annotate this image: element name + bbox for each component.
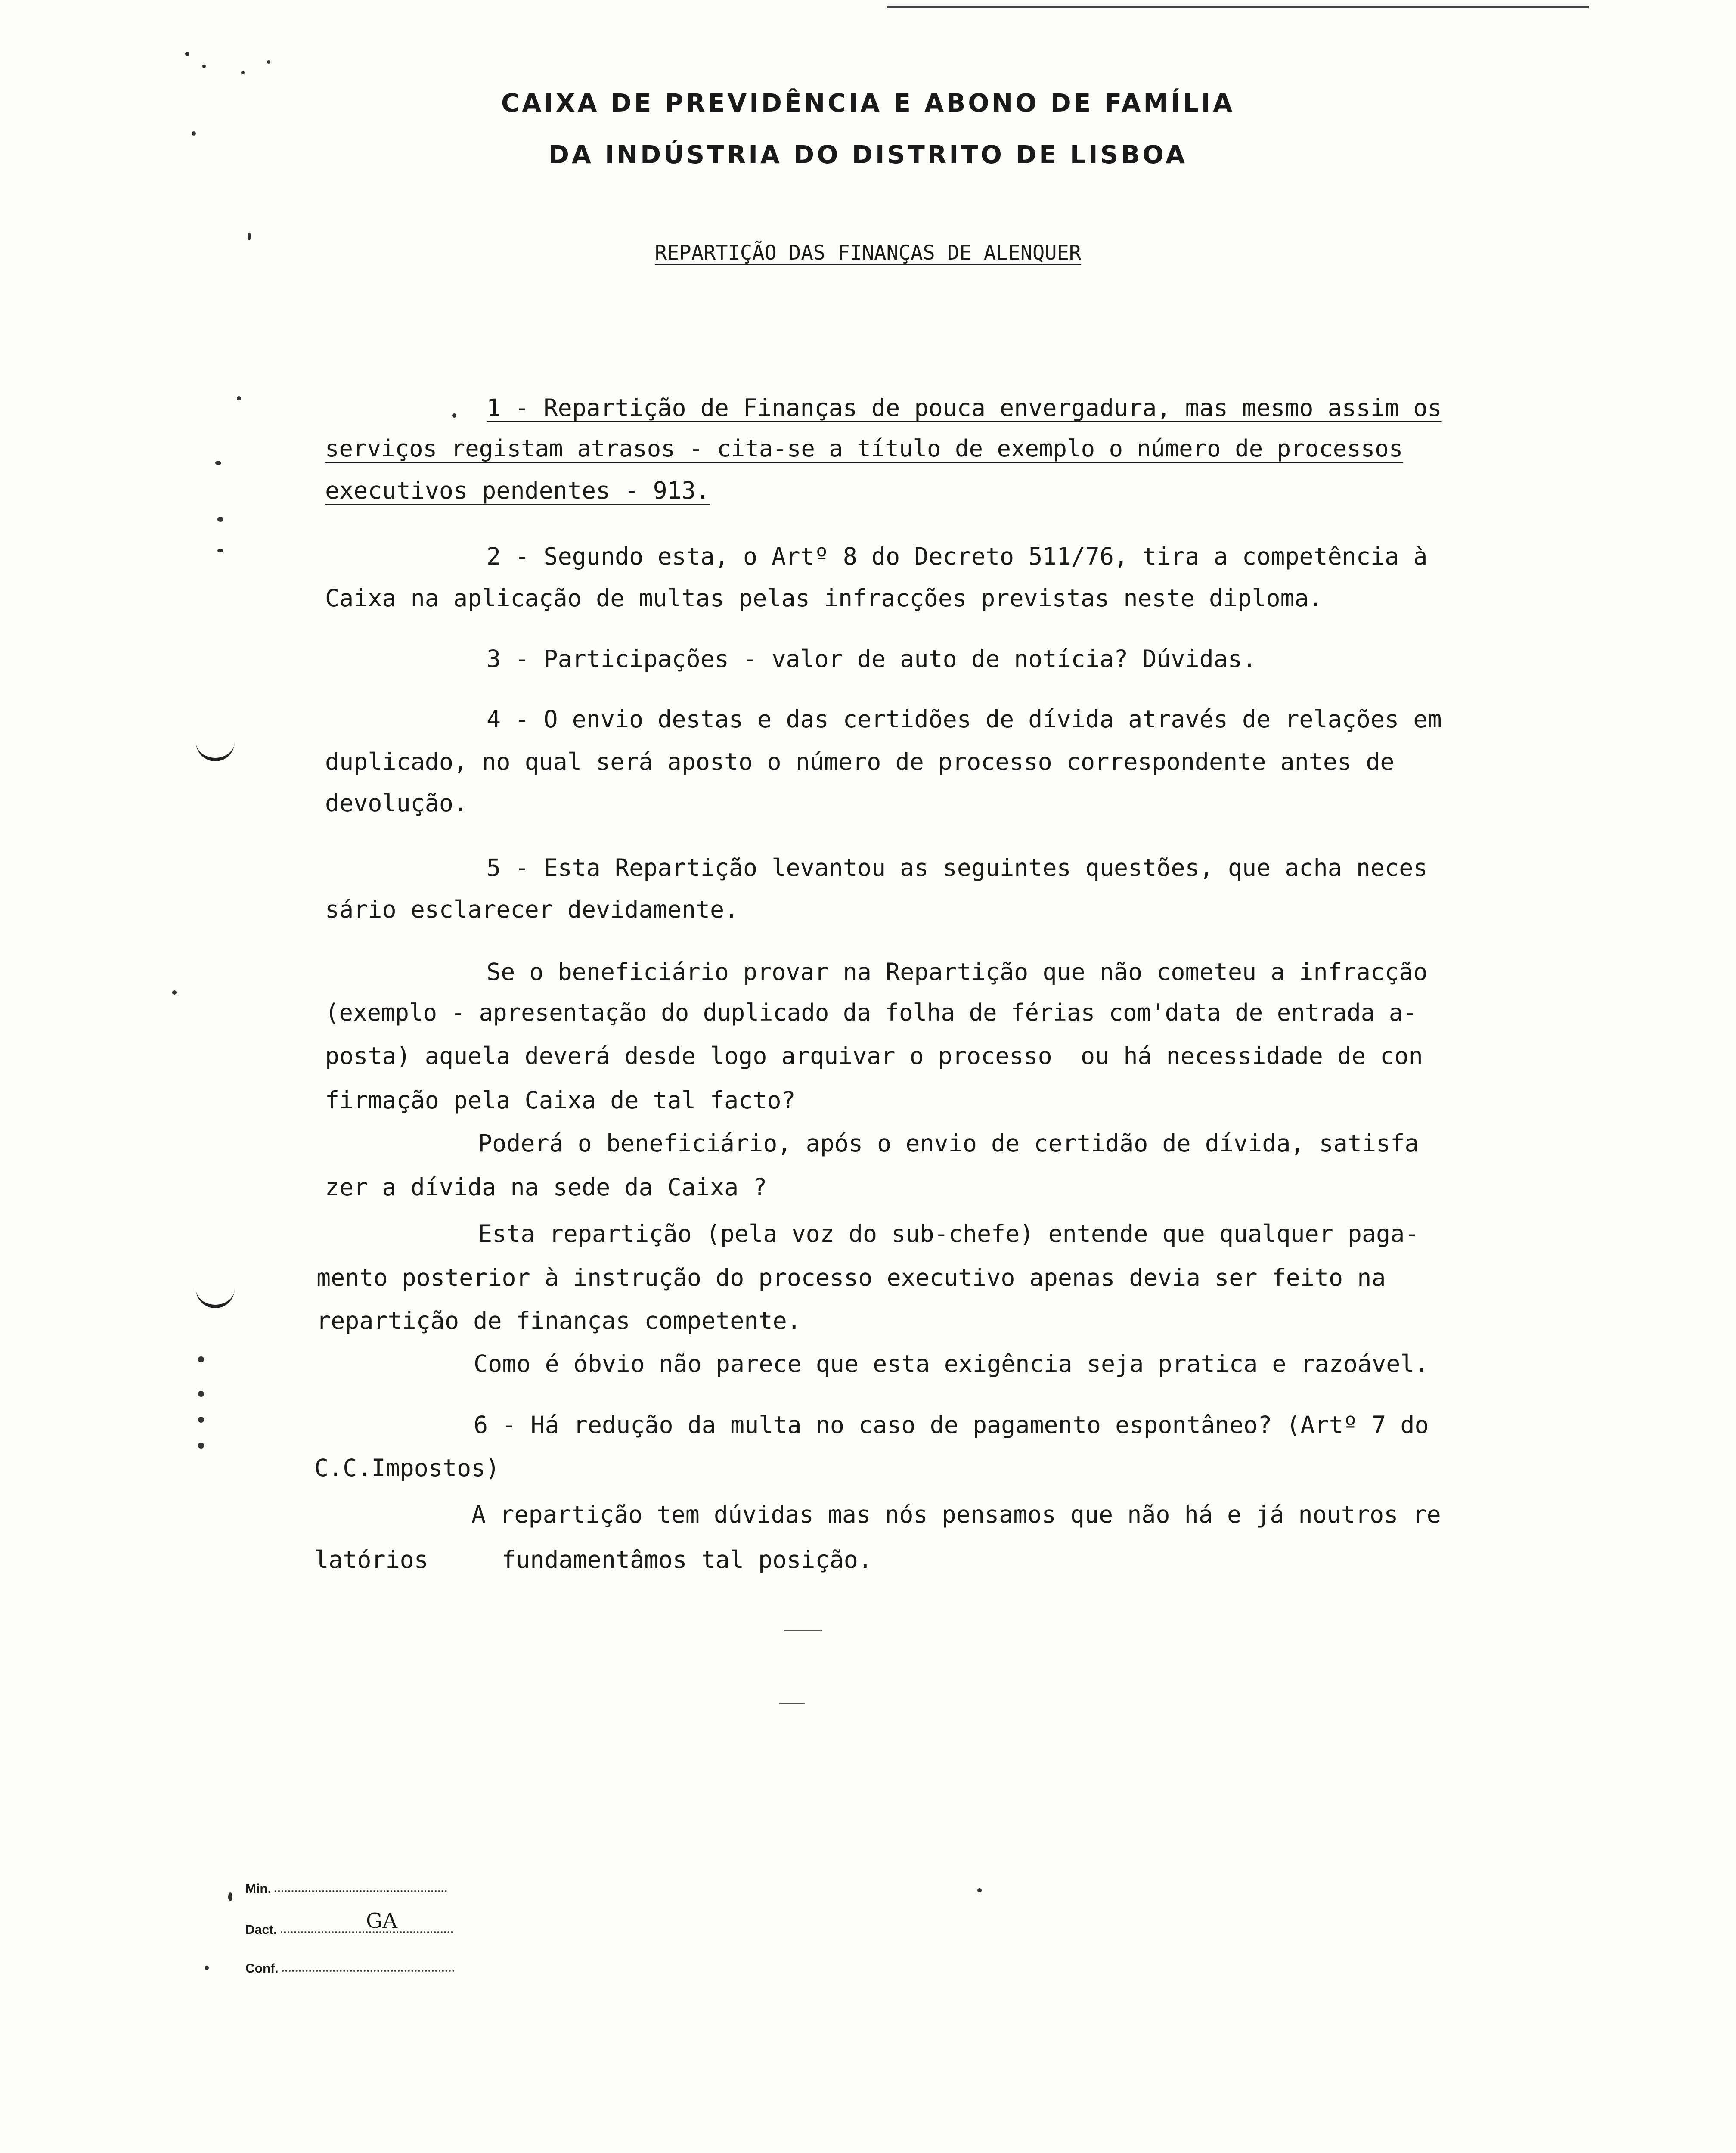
speck: [241, 71, 245, 74]
speck: [198, 1417, 204, 1423]
body-line: 6 - Há redução da multa no caso de pagamento espontâneo? (Artº 7 do: [474, 1411, 1429, 1439]
speck: [205, 1966, 209, 1970]
body-line: C.C.Impostos): [314, 1454, 500, 1482]
body-line: duplicado, no qual será aposto o número de processo correspondente antes de: [325, 748, 1395, 776]
body-line: executivos pendentes - 913.: [325, 477, 710, 504]
body-line: 2 - Segundo esta, o Artº 8 do Decreto 511/76, tira a competência à: [487, 543, 1428, 570]
speck: [192, 131, 196, 136]
body-line: Poderá o beneficiário, após o envio de certidão de dívida, satisfa: [478, 1129, 1419, 1157]
speck: [185, 52, 189, 56]
body-line: posta) aquela deverá desde logo arquivar o processo ou há necessidade de con: [325, 1042, 1423, 1070]
body-line: latórios: [314, 1546, 428, 1573]
body-line: 4 - O envio destas e das certidões de dívida através de relações em: [487, 705, 1442, 733]
stamp-conf: Conf.: [245, 1961, 454, 1976]
speck: [237, 396, 241, 400]
speck: [172, 990, 177, 995]
speck: [198, 1443, 204, 1449]
body-line: Esta repartição (pela voz do sub-chefe) entende que qualquer paga-: [478, 1220, 1419, 1247]
body-line: Se o beneficiário provar na Repartição que não cometeu a infracção: [487, 958, 1428, 986]
body-line: serviços registam atrasos - cita-se a título de exemplo o número de processos: [325, 435, 1403, 462]
body-line: sário esclarecer devidamente.: [325, 896, 739, 923]
body-line: devolução.: [325, 789, 468, 817]
speck: [215, 461, 221, 465]
stamp-dact-value: GA: [366, 1909, 398, 1933]
body-line: zer a dívida na sede da Caixa ?: [325, 1173, 767, 1201]
stamp-min: Min.: [245, 1882, 447, 1896]
body-line: Caixa na aplicação de multas pelas infracções previstas neste diploma.: [325, 584, 1323, 612]
speck: [977, 1888, 982, 1892]
speck: [267, 60, 270, 64]
body-line: firmação pela Caixa de tal facto?: [325, 1086, 796, 1114]
body-line: A repartição tem dúvidas mas nós pensamos que não há e já noutros re: [471, 1501, 1441, 1528]
section-title: REPARTIÇÃO DAS FINANÇAS DE ALENQUER: [654, 241, 1082, 265]
margin-mark: [196, 741, 235, 761]
body-line: 3 - Participações - valor de auto de notícia? Dúvidas.: [487, 645, 1257, 673]
speck: [452, 413, 456, 418]
body-line: repartição de finanças competente.: [316, 1307, 801, 1334]
speck: [198, 1391, 204, 1397]
header-line-1: CAIXA DE PREVIDÊNCIA E ABONO DE FAMÍLIA: [501, 88, 1235, 118]
body-line: Como é óbvio não parece que esta exigência seja pratica e razoável.: [474, 1350, 1429, 1377]
body-line: 5 - Esta Repartição levantou as seguintes questões, que acha neces: [487, 854, 1428, 881]
stamp-dact: Dact. GA: [245, 1923, 453, 1937]
body-line: fundamentâmos tal posição.: [502, 1546, 872, 1573]
divider-dash: [779, 1703, 805, 1704]
body-line: 1 - Repartição de Finanças de pouca envergadura, mas mesmo assim os: [487, 394, 1442, 422]
margin-mark: [196, 1287, 235, 1308]
header-line-2: DA INDÚSTRIA DO DISTRITO DE LISBOA: [548, 140, 1188, 169]
speck: [228, 1892, 232, 1901]
divider-dash: [784, 1630, 822, 1631]
body-line: (exemplo - apresentação do duplicado da folha de férias com'data de entrada a-: [325, 999, 1417, 1026]
speck: [217, 549, 223, 552]
speck: [248, 233, 251, 240]
body-line: mento posterior à instrução do processo executivo apenas devia ser feito na: [316, 1264, 1386, 1291]
speck: [198, 1356, 204, 1362]
speck: [217, 517, 223, 522]
speck: [202, 65, 206, 68]
top-rule: [887, 6, 1589, 8]
